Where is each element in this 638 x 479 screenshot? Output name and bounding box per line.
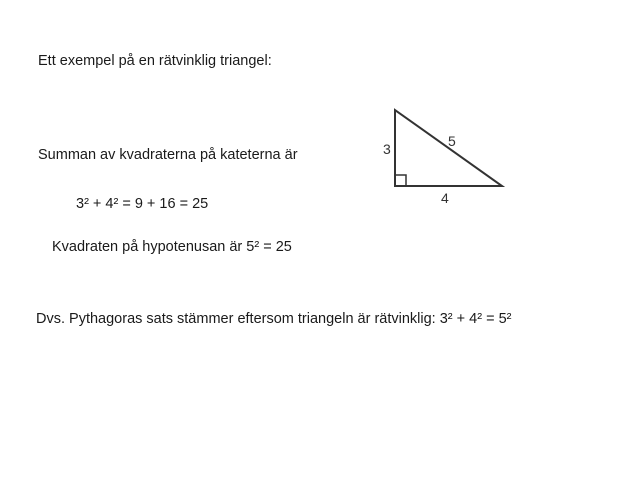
intro-text: Ett exempel på en rätvinklig triangel: bbox=[38, 53, 272, 69]
right-triangle-figure bbox=[375, 100, 515, 210]
right-angle-marker bbox=[395, 175, 406, 186]
sum-equation: 3² + 4² = 9 + 16 = 25 bbox=[76, 196, 209, 212]
conclusion-text: Dvs. Pythagoras sats stämmer eftersom triangeln är rätvinklig: 3² + 4² = 5² bbox=[36, 311, 512, 327]
side-b-label: 4 bbox=[441, 190, 449, 206]
hypotenuse-label: 5 bbox=[448, 133, 456, 149]
sum-text: Summan av kvadraterna på kateterna är bbox=[38, 147, 298, 163]
hypotenuse-text: Kvadraten på hypotenusan är 5² = 25 bbox=[52, 239, 292, 255]
side-a-label: 3 bbox=[383, 141, 391, 157]
